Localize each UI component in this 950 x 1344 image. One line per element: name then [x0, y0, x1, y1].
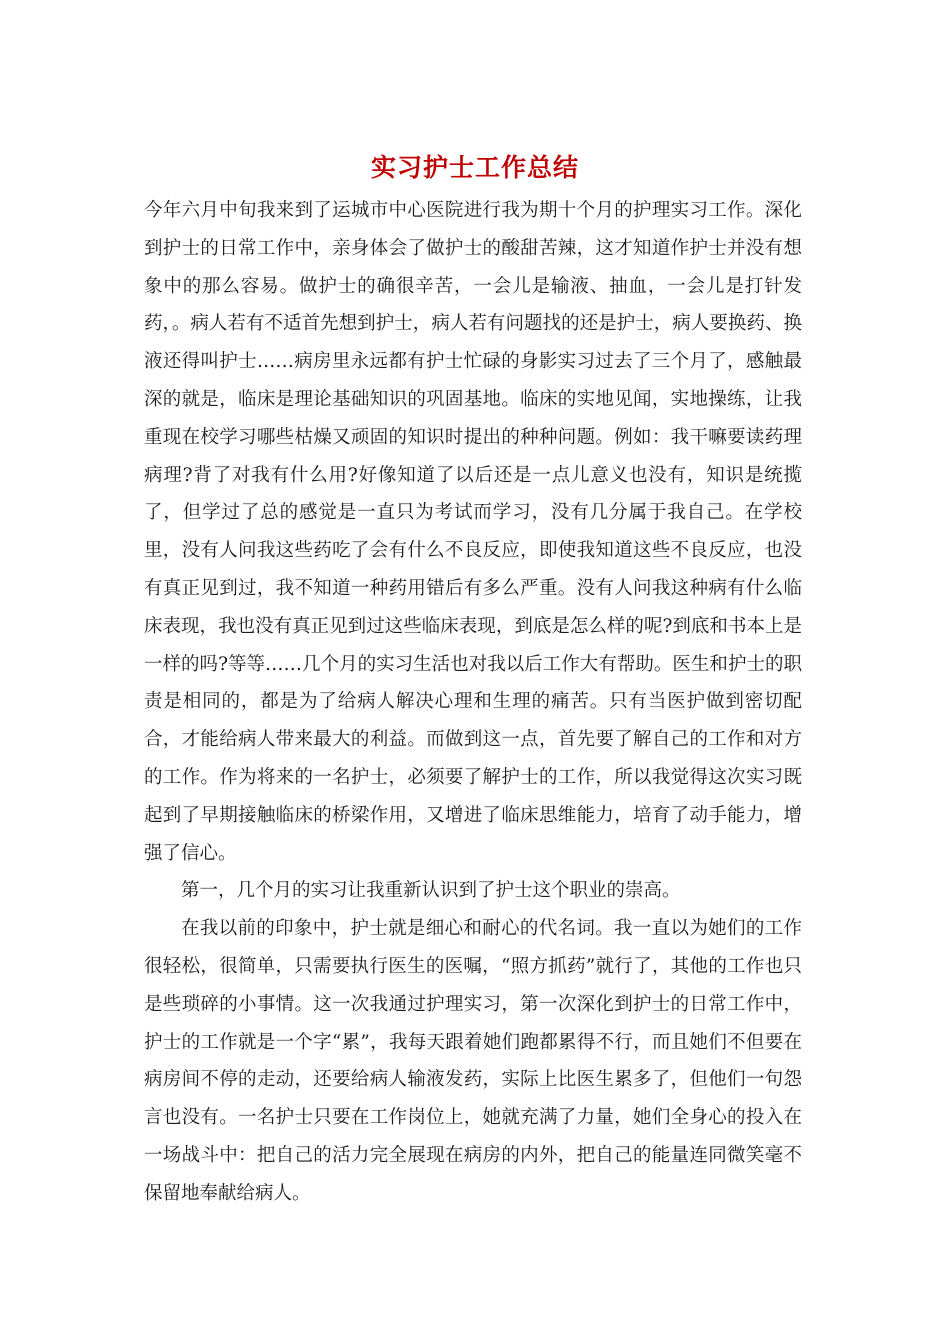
document-title: 实习护士工作总结: [370, 153, 579, 182]
document-body: [144, 192, 802, 1213]
paragraph: 在我以前的印象中，护士就是细心和耐心的代名词。我一直以为她们的工作很轻松，很简单，只需要执行医生的医嘱，“照方抓药”就行了，其他的工作也只是些琐碎的小事情。这一次我通过护理实习，第一次深化到护士的日常工作中，护士的工作就是一个字“累”，我每天跟着她们跑都累得不行，而且她们不但要在病房间不停的走动，还要给病人输液发药，实际上比医生累多了，但他们一句怨言也没有。一名护士只要在工作岗位上，她就充满了力量，她们全身心的投入在一场战斗中：把自己的活力完全展现在病房的内外，把自己的能量连同微笑毫不保留地奉献给病人。: [144, 918, 802, 1204]
paragraph: 今年六月中旬我来到了运城市中心医院进行我为期十个月的护理实习工作。深化到护士的日常工作中，亲身体会了做护士的酸甜苦辣，这才知道作护士并没有想象中的那么容易。做护士的确很辛苦，一会儿是输液、抽血，一会儿是打针发药，。病人若有不适首先想到护士，病人若有问题找的还是护士，病人要换药、换液还得叫护士……病房里永远都有护士忙碌的身影实习过去了三个月了，感触最深的就是，临床是理论基础知识的巩固基地。临床的实地见闻，实地操练，让我重现在校学习哪些枯燥又顽固的知识时提出的种种问题。例如：我干嘛要读药理病理?背了对我有什么用?好像知道了以后还是一点儿意义也没有，知识是统揽了，但学过了总的感觉是一直只为考试而学习，没有几分属于我自己。在学校里，没有人问我这些药吃了会有什么不良反应，即使我知道这些不良反应，也没有真正见到过，我不知道一种药用错后有多么严重。没有人问我这种病有什么临床表现，我也没有真正见到过这些临床表现，到底是怎么样的呢?到底和书本上是一样的吗?等等……几个月的实习生活也对我以后工作大有帮助。医生和护士的职责是相同的，都是为了给病人解决心理和生理的痛苦。只有当医护做到密切配合，才能给病人带来最大的利益。而做到这一点，首先要了解自己的工作和对方的工作。作为将来的一名护士，必须要了解护士的工作，所以我觉得这次实习既起到了早期接触临床的桥梁作用，又增进了临床思维能力，培育了动手能力，增强了信心。: [144, 200, 802, 864]
paragraph: 第一，几个月的实习让我重新认识到了护士这个职业的崇高。: [181, 880, 681, 902]
